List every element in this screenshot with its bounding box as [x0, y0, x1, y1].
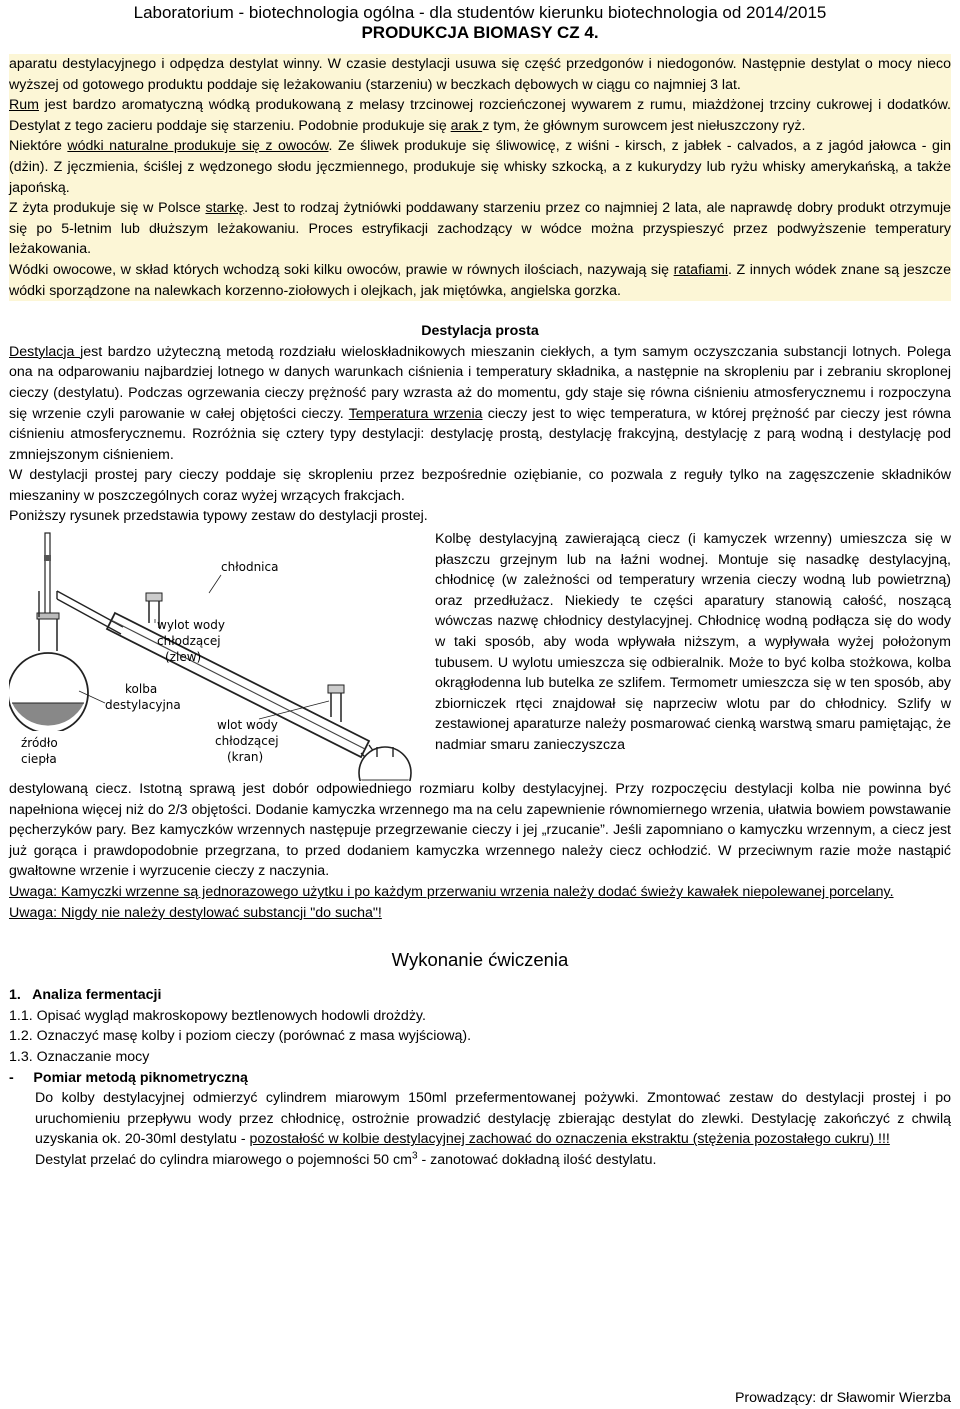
label-inlet-3: (kran) — [227, 750, 264, 765]
procedure-paragraph: Do kolby destylacyjnej odmierzyć cylindrem miarowym 150ml przefermentowanej pożywki. Zmontować zestaw do destylacji prostej i po uruchomieniu przepływu wody przez chłodnicę, ostrożnie prowadzić destylację zbierając destylat do zlewki. Destylację zakończyć z chwilą uzyskania ok. 20-30ml destylatu - pozostałość w kolbie destylacyjnej zachować do oznaczenia ekstraktu (stężenia pozostałego cukru) !!! — [35, 1090, 951, 1148]
figure-section — [9, 529, 951, 779]
distillation-after-text: destylowaną ciecz. Istotną sprawą jest dobór odpowiedniego rozmiaru kolby destylacyjnej. Przy rozpoczęciu destylacji kolba nie powinna być napełniona więcej niż do 2/3 objętości. Dodanie kamyczka wrzennego ma na celu zapewnienie równomiernego wrzenia, ułatwia bowiem powstawanie pęcherzyków pary. Bez kamyczków wrzennych następuje przegrzewanie cieczy i jej „rzucanie”. Jeśli zapomniano o kamyczku wrzennym, a ciecz jest już gorąca i prawdopodobnie przegrzana, to przed dodaniem kamyczka wrzennego należy ciecz ochłodzić. W przeciwnym razie może nastąpić gwałtowne wrzenie i wyrzucenie cieczy z naczynia. — [9, 781, 951, 880]
label-flask-2: destylacyjna — [105, 698, 181, 713]
intro-paragraph-5: Wódki owocowe, w skład których wchodzą soki kilku owoców, prawie w równych ilościach, nazywają się ratafiami. Z innych wódek znane są jeszcze wódki sporządzone na nalewkach korzenno-ziołowych i olejkach, jak miętówka, angielska gorzka. — [9, 261, 952, 299]
list-item-1-3: 1.3. Oznaczanie mocy — [9, 1049, 150, 1065]
distillation-link[interactable]: Destylacja — [9, 343, 81, 360]
document-header — [9, 0, 951, 43]
label-flask-1: kolba — [125, 682, 158, 697]
header-subtitle: PRODUKCJA BIOMASY CZ 4. — [361, 23, 599, 42]
label-heat-source-1: źródło — [21, 736, 58, 751]
distillation-paragraph-1: Destylacja jest bardzo użyteczną metodą rozdziału wieloskładnikowych mieszanin ciekłych, a tym samym oczyszczania substancji lotnych. Polega ona na odparowaniu najbardziej lotnego w danych warunkach ciśnienia i temperatury składnika, a następnie na skropleniu par i zebraniu skroplonej cieczy (destylatu). Podczas ogrzewania cieczy prężność pary wzrasta aż do momentu, gdy staje się równa ciśnieniu atmosferycznemu i rozpoczyna się wrzenie czyli parowanie w całej objętości cieczy. Temperatura wrzenia cieczy jest to więc temperatura, w której prężność par cieczy jest równa ciśnieniu atmosferycznemu. Rozróżnia się cztery typy destylacji: destylację prostą, destylację frakcyjną, destylację z parą wodną i destylację pod zmniejszonym ciśnieniem. — [9, 343, 952, 463]
warning-dry-distillation: Uwaga: Nigdy nie należy destylować substancji "do sucha"! — [9, 904, 382, 921]
header-title: Laboratorium - biotechnologia ogólna - dla studentów kierunku biotechnologia od 2014/2015 — [133, 3, 827, 22]
highlighted-intro-block — [9, 54, 951, 301]
instructor-footer: Prowadzący: dr Sławomir Wierzba — [734, 1390, 951, 1406]
figure-side-text: Kolbę destylacyjną zawierającą ciecz (i kamyczek wrzenny) umieszcza się w płaszczu grzejnym lub na łaźni wodnej. Montuje się nasadkę destylacyjną, chłodnicę (w zależności od temperatury wrzenia cieczy wodną lub powietrzną) oraz przedłużacz. Niekiedy te części aparatury stanowią całość, noszącą wówczas nazwę chłodnicy destylacyjnej. Chłodnicę wodną podłącza się do wody w taki sposób, aby woda wpływała niższym, a wypływała wyżej położonym tubusem. U wylotu umieszcza się odbieralnik. Może to być kolba stożkowa, kolba okrągłodenna lub butelka ze szlifem. Termometr umieszcza się w ten sposób, aby zbiorniczek rtęci znajdował się naprzeciw wlotu par do chłodnicy. Szlify w zestawionej aparaturze należy posmarować cienką warstwą smaru pamiętając, że nadmiar smaru zanieczyszcza — [435, 531, 951, 753]
boiling-temperature-link[interactable]: Temperatura wrzenia — [348, 405, 483, 422]
label-condenser: chłodnica — [221, 560, 279, 575]
list-item-1-2: 1.2. Oznaczyć masę kolby i poziom cieczy (porównać z masa wyjściową). — [9, 1028, 472, 1045]
page — [9, 0, 951, 1171]
procedure-paragraph-2: Destylat przelać do cylindra miarowego o pojemności 50 $cm^3$ - zanotować dokładną ilość destylatu. — [35, 1150, 657, 1168]
receiving-flask — [359, 747, 411, 781]
distillation-paragraph-2: W destylacji prostej pary cieczy poddaje się skropleniu przez bezpośrednie oziębianie, co pozwala z reguły tylko na zagęszczenie składników mieszaniny w poszczególnych coraz wyżej wrzących frakcjach. — [9, 467, 951, 504]
ratafia-link[interactable]: ratafiami — [673, 261, 729, 278]
distillation-paragraph-3: Poniższy rysunek przedstawia typowy zestaw do destylacji prostej. — [9, 508, 428, 525]
distillation-apparatus-figure — [9, 531, 427, 781]
section-title-distillation: Destylacja prosta — [421, 323, 539, 340]
residue-note-link: pozostałość w kolbie destylacyjnej zachować do oznaczenia ekstraktu (stężenia pozostałego cukru) !!! — [249, 1131, 890, 1148]
label-inlet-2: chłodzącej — [215, 734, 279, 749]
list-item-1-1: 1.1. Opisać wygląd makroskopowy beztlenowych hodowli drożdży. — [9, 1007, 426, 1024]
starka-link[interactable]: starkę — [205, 200, 245, 217]
label-heat-source-2: ciepła — [21, 752, 57, 767]
list-item-1: 1. Analiza fermentacji — [9, 987, 162, 1004]
intro-paragraph-4: Z żyta produkuje się w Polsce starkę. Jest to rodzaj żytniówki poddawany starzeniu przez co najmniej 2 lata, ale naprawdę dobry produkt otrzymuje się po 5-letnim lub dłuższym leżakowaniu. Proces estryfikacji zachodzący w wódce można przyspieszyć przez podwyższenie temperatury leżakowania. — [9, 200, 951, 258]
label-outlet-1: wylot wody — [157, 618, 225, 633]
intro-paragraph-1: aparatu destylacyjnego i odpędza destylat winny. W czasie destylacji usuwa się część przedgonów i niedogonów. Następnie destylat o mocy nieco wyższej od gotowego produktu poddaje się leżakowaniu (starzeniu) w beczkach dębowych w ciągu co najmniej 3 lat. — [9, 56, 951, 93]
list-dash-item: - Pomiar metodą piknometryczną — [9, 1069, 248, 1086]
thermometer-icon — [45, 533, 50, 617]
label-outlet-2: chłodzącej — [157, 634, 221, 649]
warning-boiling-stones: Uwaga: Kamyczki wrzenne są jednorazowego użytku i po każdym przerwaniu wrzenia należy dodać świeży kawałek niepolewanej porcelany. — [9, 884, 894, 901]
label-outlet-3: (zlew) — [165, 650, 202, 665]
label-inlet-1: wlot wody — [217, 718, 278, 733]
arak-link[interactable]: arak — [450, 117, 483, 134]
exercise-title: Wykonanie ćwiczenia — [391, 949, 569, 971]
fruit-vodka-link[interactable]: wódki naturalne produkuje się z owoców — [67, 138, 329, 155]
rum-link[interactable]: Rum — [9, 97, 39, 114]
intro-paragraph-3: Niektóre wódki naturalne produkuje się z owoców. Ze śliwek produkuje się śliwowicę, z wiśni - kirsch, z jabłek - calvados, a z jagód jałowca - gin (dżin). Z jęczmienia, ściślej z wędzonego słodu jęczmiennego, produkuje się whisky szkocką, a z kukurydzy lub ryżu whisky amerykańską, a także japońską. — [9, 138, 951, 196]
intro-paragraph-2: Rum jest bardzo aromatyczną wódką produkowaną z melasy trzcinowej rozcieńczonej wywarem z rumu, miażdżonej trzciny cukrowej i dodatków. Destylat z tego zacieru poddaje się starzeniu. Podobnie produkuje się arak z tym, że głównym surowcem jest niełuszczony ryż. — [9, 97, 951, 134]
